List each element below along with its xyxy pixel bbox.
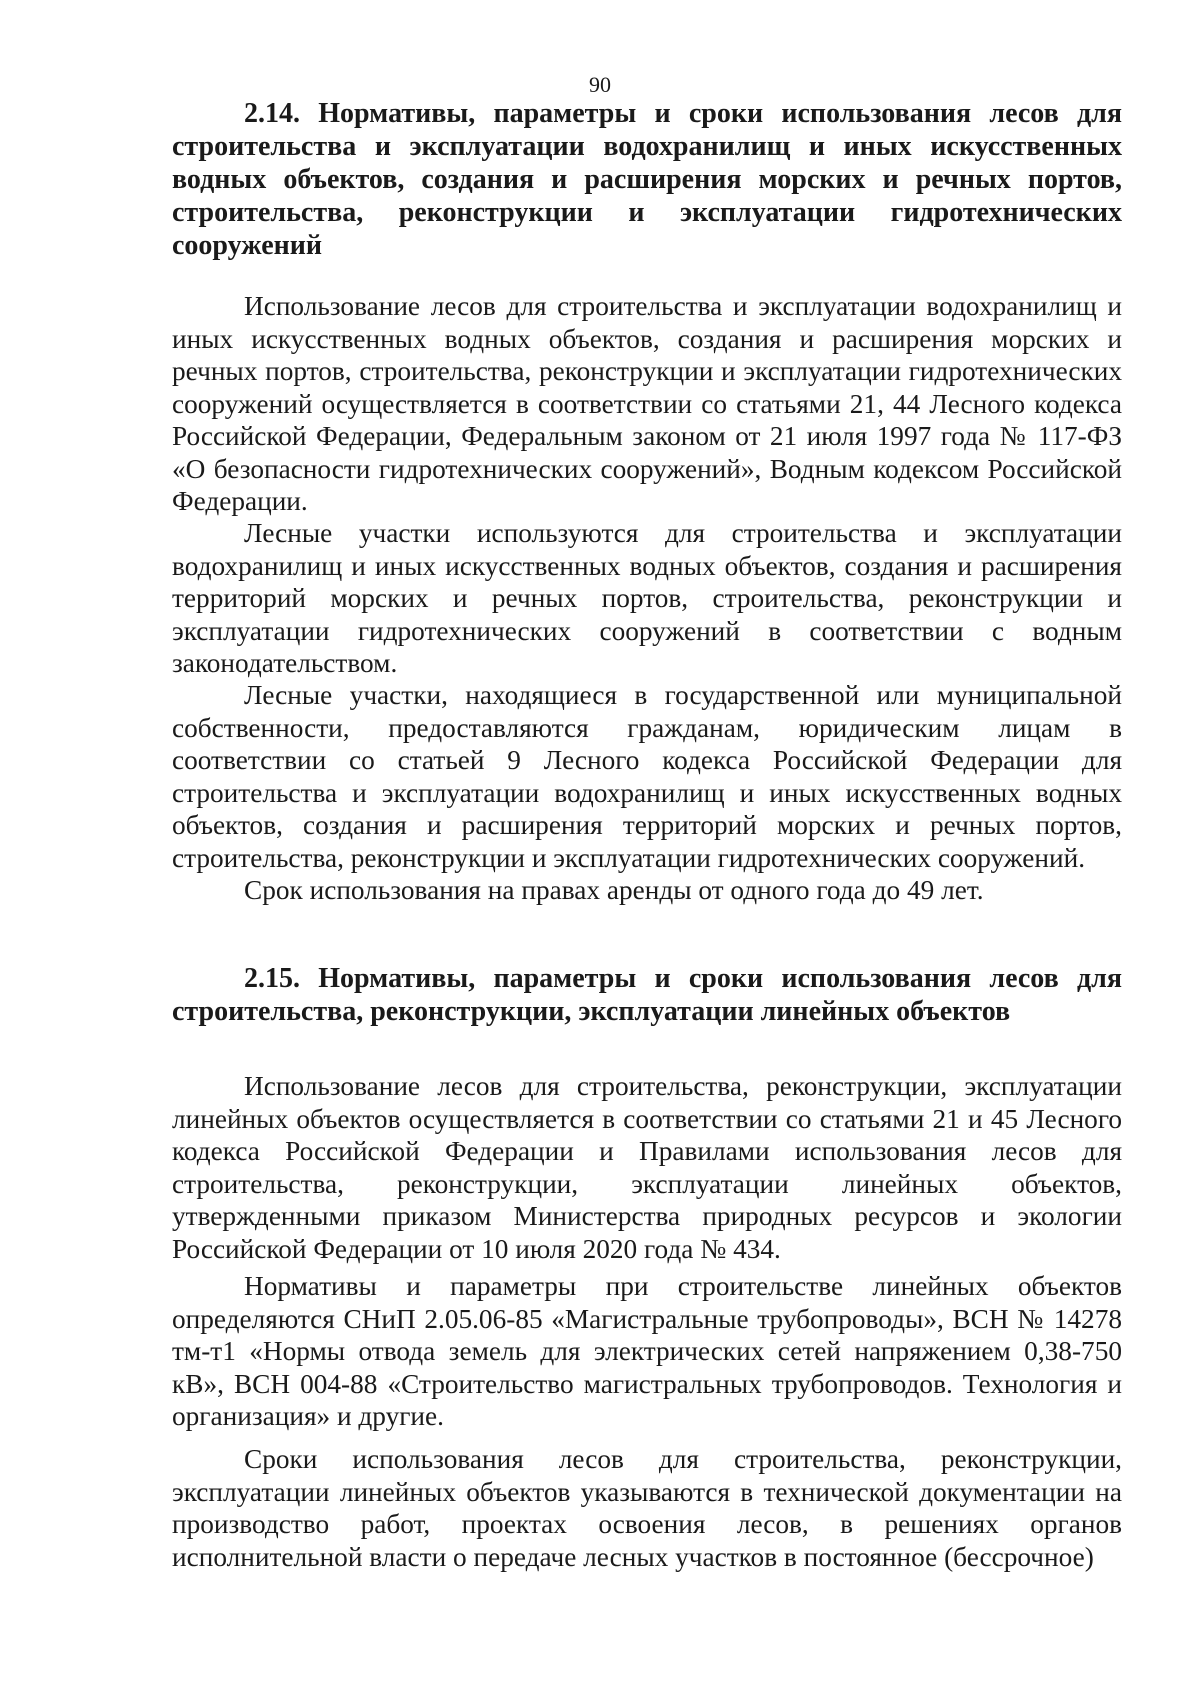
section-2-14-heading: 2.14. Нормативы, параметры и сроки использования лесов для строительства и эксплуатации водохранилищ и иных искусственных водных объектов, создания и расширения морских и речных портов, строительства, реконструкции и эксплуатации гидротехнических сооружений [172, 98, 1122, 261]
section-2-15-heading: 2.15. Нормативы, параметры и сроки использования лесов для строительства, реконструкции, эксплуатации линейных объектов [172, 963, 1122, 1027]
section-2-14-paragraph-4: Срок использования на правах аренды от одного года до 49 лет. [244, 875, 984, 905]
section-2-15-paragraph-1: Использование лесов для строительства, реконструкции, эксплуатации линейных объектов осуществляется в соответствии со статьями 21 и 45 Лесного кодекса Российской Федерации и Правилами использования лесов для строительства, реконструкции, эксплуатации линейных объектов, утвержденными приказом Министерства природных ресурсов и экологии Российской Федерации от 10 июля 2020 года № 434. [172, 1071, 1122, 1264]
section-2-14-paragraph-1: Использование лесов для строительства и эксплуатации водохранилищ и иных искусственных водных объектов, создания и расширения морских и речных портов, строительства, реконструкции и эксплуатации гидротехнических сооружений осуществляется в соответствии со статьями 21, 44 Лесного кодекса Российской Федерации, Федеральным законом от 21 июля 1997 года № 117-ФЗ «О безопасности гидротехнических сооружений», Водным кодексом Российской Федерации. [172, 291, 1122, 516]
page-number: 90 [589, 72, 611, 97]
section-2-14-paragraph-3: Лесные участки, находящиеся в государственной или муниципальной собственности, предоставляются гражданам, юридическим лицам в соответствии со статьей 9 Лесного кодекса Российской Федерации для строительства и эксплуатации водохранилищ и иных искусственных водных объектов, создания и расширения территорий морских и речных портов, строительства, реконструкции и эксплуатации гидротехнических сооружений. [172, 680, 1122, 873]
section-2-15-paragraph-3: Сроки использования лесов для строительства, реконструкции, эксплуатации линейных объектов указываются в технической документации на производство работ, проектах освоения лесов, в решениях органов исполнительной власти о передаче лесных участков в постоянное (бессрочное) [172, 1444, 1122, 1572]
section-2-14-paragraph-2: Лесные участки используются для строительства и эксплуатации водохранилищ и иных искусственных водных объектов, создания и расширения территорий морских и речных портов, строительства, реконструкции и эксплуатации гидротехнических сооружений в соответствии с водным законодательством. [172, 518, 1122, 678]
section-2-15-paragraph-2: Нормативы и параметры при строительстве линейных объектов определяются СНиП 2.05.06-85 «Магистральные трубопроводы», ВСН № 14278 тм-т1 «Нормы отвода земель для электрических сетей напряжением 0,38-750 кВ», ВСН 004-88 «Строительство магистральных трубопроводов. Технология и организация» и другие. [172, 1271, 1122, 1431]
